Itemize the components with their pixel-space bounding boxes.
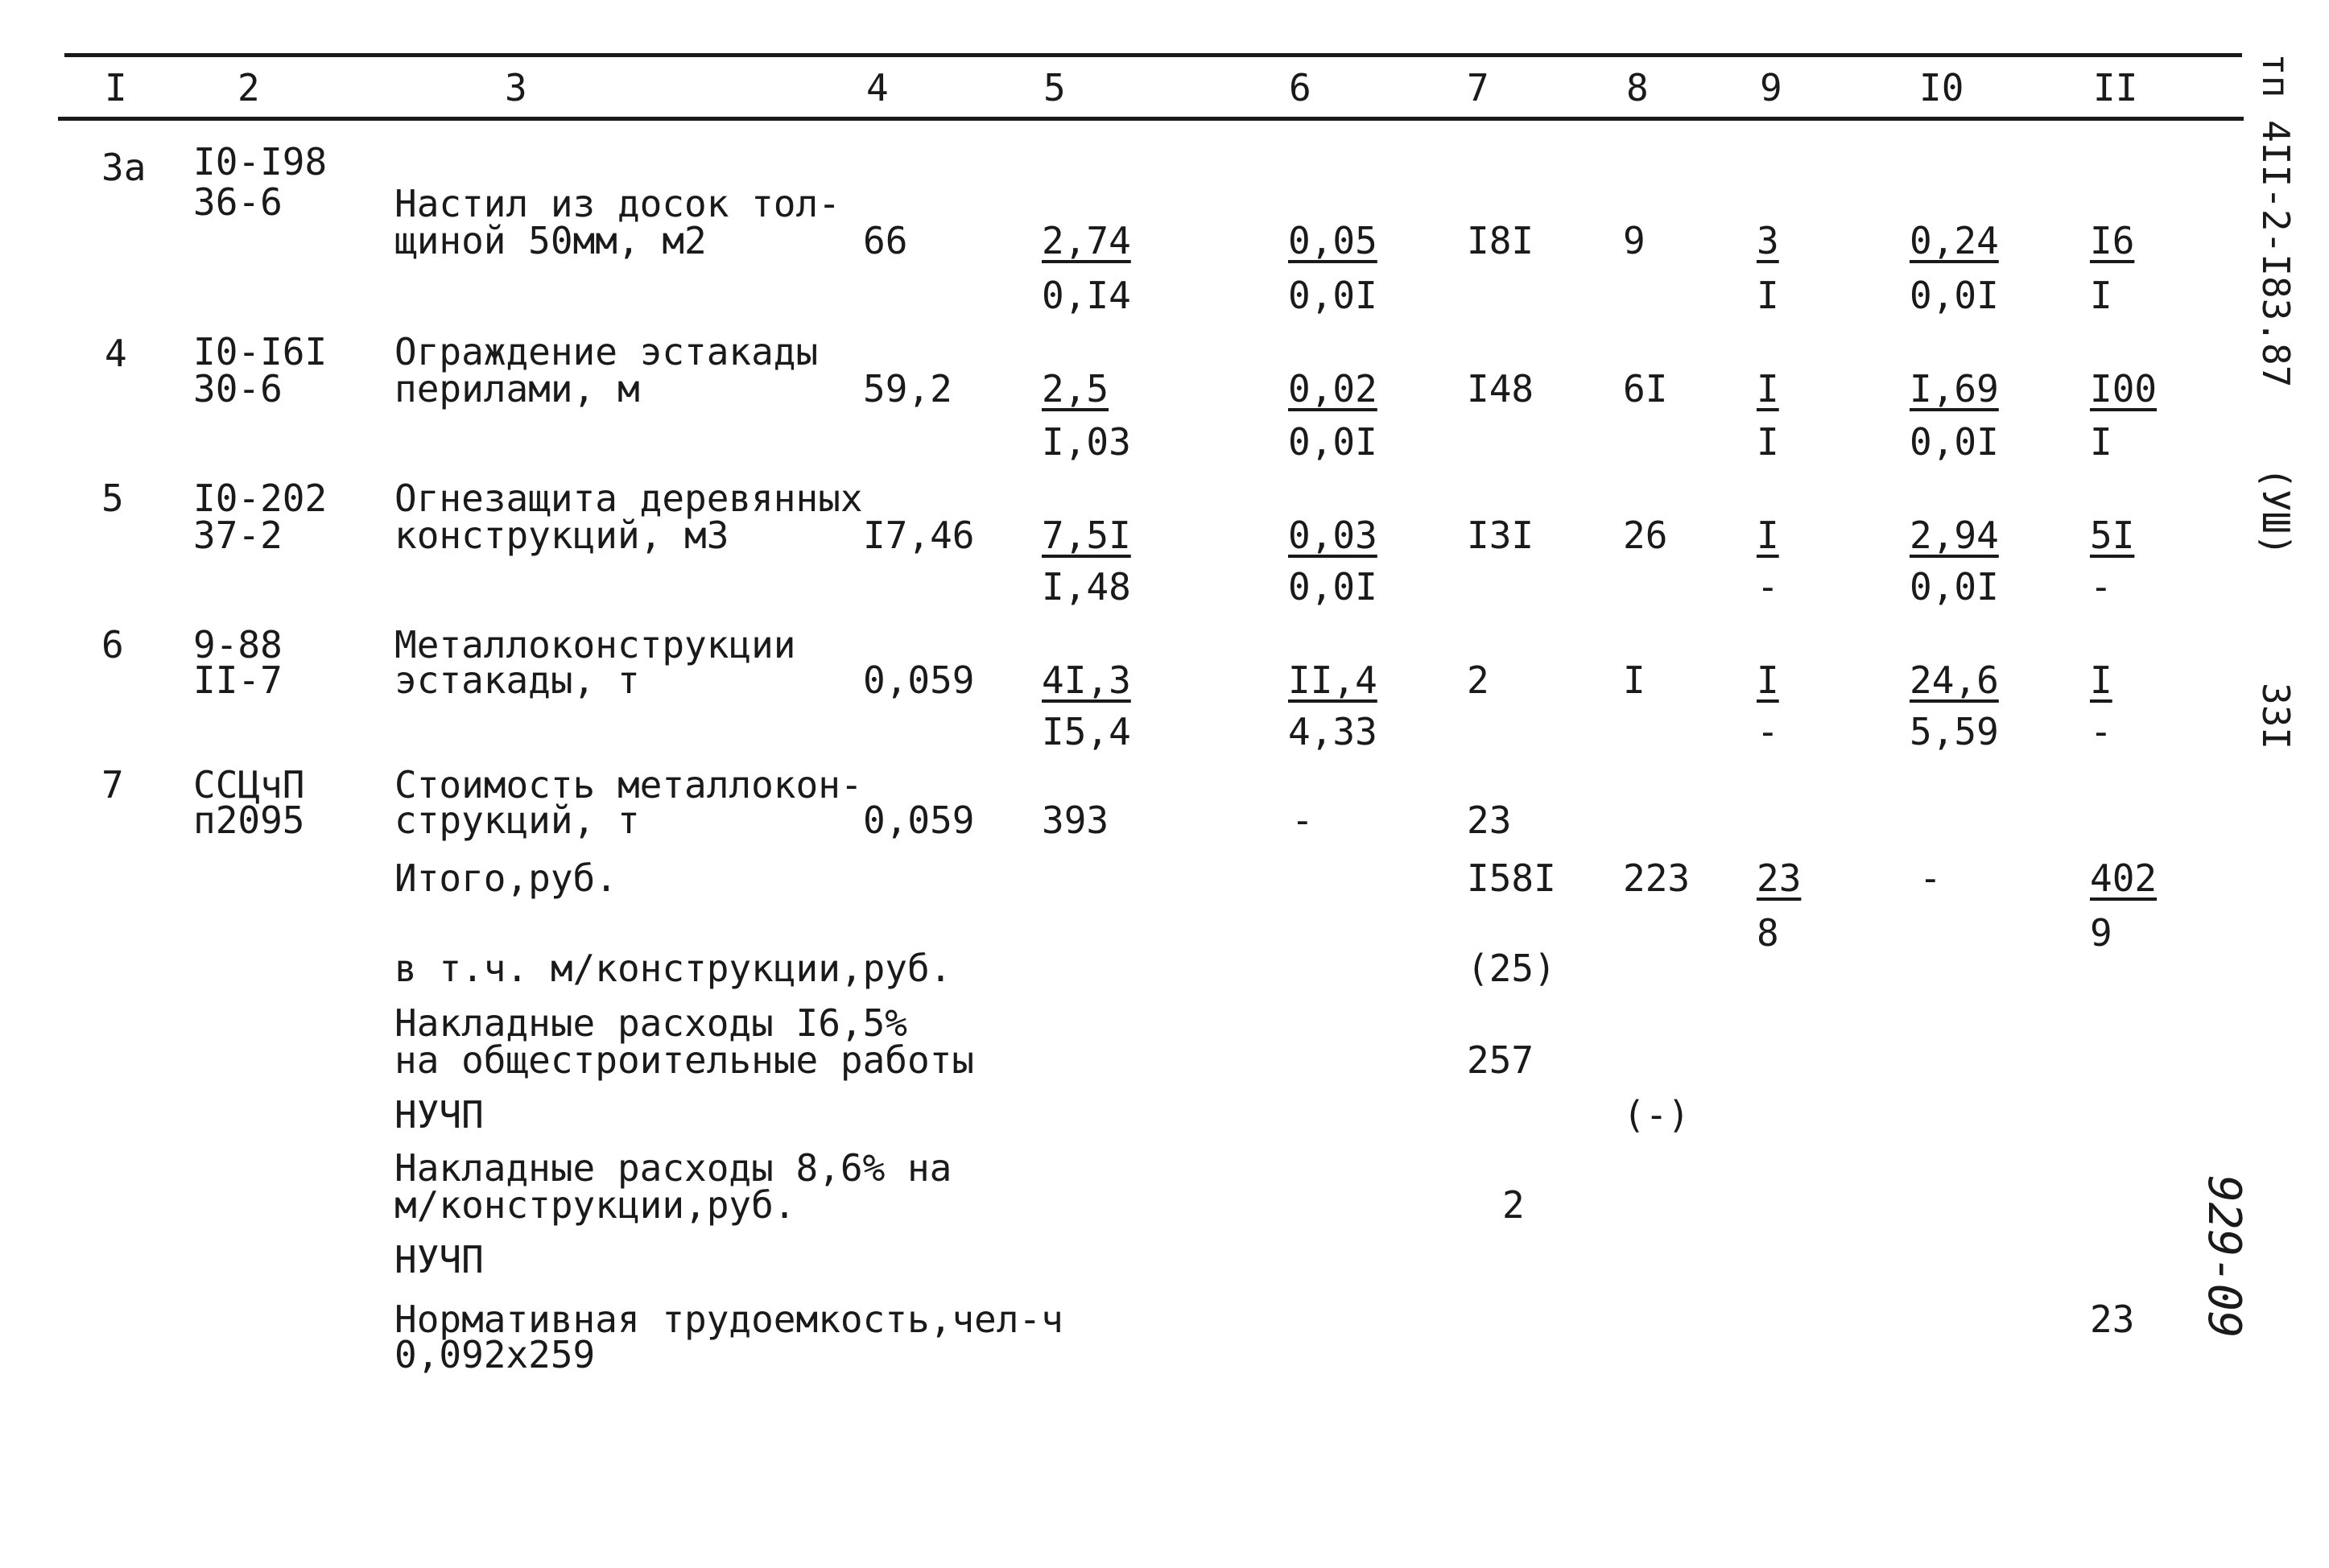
cell-c9-top: I xyxy=(1757,367,1779,411)
cell-c8: 26 xyxy=(1623,514,1668,557)
cell-c5-top: 2,5 xyxy=(1042,367,1109,411)
side-section: (УШ) xyxy=(2254,467,2298,556)
overhead2-c7: 2 xyxy=(1502,1183,1525,1227)
row-description: струкций, т xyxy=(394,798,640,842)
col-header-10: I0 xyxy=(1919,66,1964,109)
cell-c6-bottom: 0,0I xyxy=(1288,420,1377,464)
cell-c6: - xyxy=(1291,798,1314,842)
cell-c9-top: 3 xyxy=(1757,219,1779,262)
cell-c11-top: I00 xyxy=(2090,367,2158,411)
row-number: 6 xyxy=(101,623,124,666)
row-quantity: 0,059 xyxy=(863,798,975,842)
row-description: эстакады, т xyxy=(394,658,640,702)
cell-c5-top: 7,5I xyxy=(1042,514,1131,557)
cell-c10-bottom: 0,0I xyxy=(1910,565,1999,609)
total-c8: 223 xyxy=(1623,856,1691,900)
total-label: Итого,руб. xyxy=(394,856,617,900)
cell-c11-bottom: I xyxy=(2090,420,2112,464)
cell-c5-bottom: I5,4 xyxy=(1042,710,1131,753)
col-header-3: 3 xyxy=(505,66,527,109)
row-code: I0-I6I xyxy=(193,330,328,373)
col-header-7: 7 xyxy=(1467,66,1489,109)
side-page-number: 33I xyxy=(2254,683,2298,750)
row-code: I0-I98 xyxy=(193,140,328,184)
row-description: Ограждение эстакады xyxy=(394,330,819,373)
cell-c11-bottom: - xyxy=(2090,710,2112,753)
cell-c10-bottom: 5,59 xyxy=(1910,710,1999,753)
cell-c10-top: 0,24 xyxy=(1910,219,1999,262)
row-number: 5 xyxy=(101,477,124,520)
row-code: I0-202 xyxy=(193,477,328,520)
overhead1-c7: 257 xyxy=(1467,1038,1534,1082)
nuchp2-label: НУЧП xyxy=(394,1238,484,1281)
metal-label: в т.ч. м/конструкции,руб. xyxy=(394,947,952,990)
total-c11-top: 402 xyxy=(2090,856,2158,900)
cell-c9-top: I xyxy=(1757,658,1779,702)
cell-c7: 23 xyxy=(1467,798,1512,842)
cell-c7: I48 xyxy=(1467,367,1534,411)
cell-c9-bottom: I xyxy=(1757,274,1779,317)
total-c10: - xyxy=(1919,856,1942,900)
nuchp1-label: НУЧП xyxy=(394,1093,484,1137)
col-header-4: 4 xyxy=(866,66,889,109)
row-code: п2095 xyxy=(193,798,305,842)
row-description: конструкций, м3 xyxy=(394,514,729,557)
col-header-8: 8 xyxy=(1626,66,1649,109)
cell-c11-top: I6 xyxy=(2090,219,2135,262)
cell-c10-bottom: 0,0I xyxy=(1910,420,1999,464)
col-header-11: II xyxy=(2093,66,2138,109)
side-document-code: тп 4II-2-I83.87 xyxy=(2254,53,2298,388)
col-header-9: 9 xyxy=(1760,66,1782,109)
cell-c8: I xyxy=(1623,658,1646,702)
cell-c5-top: 2,74 xyxy=(1042,219,1131,262)
row-code: II-7 xyxy=(193,658,283,702)
cell-c8: 6I xyxy=(1623,367,1668,411)
overhead2-label: Накладные расходы 8,6% на xyxy=(394,1146,952,1190)
cell-c5-top: 4I,3 xyxy=(1042,658,1131,702)
cell-c5: 393 xyxy=(1042,798,1109,842)
overhead2-label: м/конструкции,руб. xyxy=(394,1183,796,1227)
cell-c6-top: 0,02 xyxy=(1288,367,1377,411)
row-code: 30-6 xyxy=(193,367,283,411)
row-number: 3а xyxy=(101,146,147,189)
cell-c11-bottom: I xyxy=(2090,274,2112,317)
cell-c6-bottom: 4,33 xyxy=(1288,710,1377,753)
labor-c11: 23 xyxy=(2090,1298,2135,1341)
cell-c9-bottom: I xyxy=(1757,420,1779,464)
cell-c9-bottom: - xyxy=(1757,710,1779,753)
nuchp1-c8: (-) xyxy=(1623,1093,1691,1137)
cell-c11-bottom: - xyxy=(2090,565,2112,609)
cell-c11-top: I xyxy=(2090,658,2112,702)
col-header-5: 5 xyxy=(1043,66,1066,109)
cell-c6-top: II,4 xyxy=(1288,658,1377,702)
total-c7: I58I xyxy=(1467,856,1556,900)
col-header-6: 6 xyxy=(1289,66,1311,109)
side-inventory-number: 929-09 xyxy=(2198,1175,2250,1339)
total-c9-top: 23 xyxy=(1757,856,1802,900)
cell-c7: I3I xyxy=(1467,514,1534,557)
row-description: Металлоконструкции xyxy=(394,623,796,666)
overhead1-label: Накладные расходы I6,5% xyxy=(394,1001,907,1045)
row-description: Настил из досок тол- xyxy=(394,182,840,225)
row-description: Стоимость металлокон- xyxy=(394,763,863,807)
cell-c6-top: 0,05 xyxy=(1288,219,1377,262)
cell-c5-bottom: I,03 xyxy=(1042,420,1131,464)
row-description: перилами, м xyxy=(394,367,640,411)
labor-label: Нормативная трудоемкость,чел-ч xyxy=(394,1298,1063,1341)
row-number: 7 xyxy=(101,763,124,807)
total-c11-bottom: 9 xyxy=(2090,911,2112,955)
row-code: ССЦчП xyxy=(193,763,305,807)
row-code: 9-88 xyxy=(193,623,283,666)
cell-c8: 9 xyxy=(1623,219,1646,262)
cell-c9-top: I xyxy=(1757,514,1779,557)
cell-c10-bottom: 0,0I xyxy=(1910,274,1999,317)
cell-c5-bottom: I,48 xyxy=(1042,565,1131,609)
row-description: Огнезащита деревянных xyxy=(394,477,863,520)
row-quantity: 59,2 xyxy=(863,367,952,411)
row-quantity: 66 xyxy=(863,219,908,262)
metal-c7: (25) xyxy=(1467,947,1556,990)
col-header-2: 2 xyxy=(237,66,260,109)
cell-c9-bottom: - xyxy=(1757,565,1779,609)
row-description: щиной 50мм, м2 xyxy=(394,219,707,262)
row-code: 37-2 xyxy=(193,514,283,557)
cell-c10-top: 24,6 xyxy=(1910,658,1999,702)
row-quantity: I7,46 xyxy=(863,514,975,557)
col-header-1: I xyxy=(105,66,127,109)
cell-c5-bottom: 0,I4 xyxy=(1042,274,1131,317)
labor-label: 0,092х259 xyxy=(394,1333,596,1376)
cell-c10-top: 2,94 xyxy=(1910,514,1999,557)
cell-c6-bottom: 0,0I xyxy=(1288,565,1377,609)
cell-c11-top: 5I xyxy=(2090,514,2135,557)
cell-c10-top: I,69 xyxy=(1910,367,1999,411)
row-quantity: 0,059 xyxy=(863,658,975,702)
cell-c7: 2 xyxy=(1467,658,1489,702)
cell-c6-top: 0,03 xyxy=(1288,514,1377,557)
cell-c6-bottom: 0,0I xyxy=(1288,274,1377,317)
header-top-rule xyxy=(64,53,2242,57)
row-code: 36-6 xyxy=(193,180,283,224)
cell-c7: I8I xyxy=(1467,219,1534,262)
row-number: 4 xyxy=(105,332,127,375)
header-bottom-rule xyxy=(58,117,2244,121)
overhead1-label: на общестроительные работы xyxy=(394,1038,975,1082)
total-c9-bottom: 8 xyxy=(1757,911,1779,955)
